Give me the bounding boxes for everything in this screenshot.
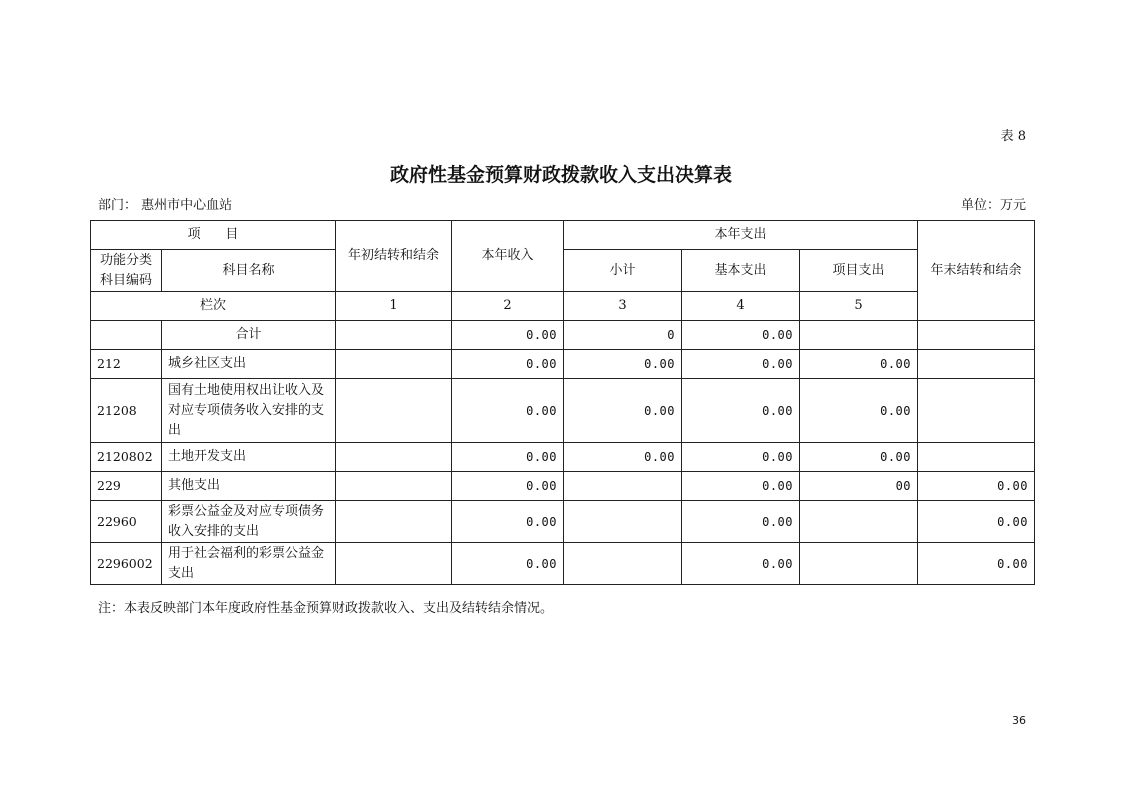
subject-code-cell: 2120802 (91, 443, 162, 472)
col-num-4: 4 (682, 292, 800, 321)
subject-name-cell: 土地开发支出 (162, 443, 336, 472)
page-number: 36 (1012, 714, 1026, 727)
footnote: 注：本表反映部门本年度政府性基金预算财政拨款收入、支出及结转结余情况。 (98, 601, 554, 616)
value-cell-col-5 (800, 543, 918, 585)
value-cell-col-5: 0.00 (800, 443, 918, 472)
value-cell-col-3 (564, 501, 682, 543)
value-cell-col-2: 0.00 (452, 321, 564, 350)
header-column-index: 栏次 (91, 292, 336, 321)
value-cell-col-2: 0.00 (452, 379, 564, 443)
subject-name-cell: 国有土地使用权出让收入及对应专项债务收入安排的支出 (162, 379, 336, 443)
value-cell-col-3: 0.00 (564, 379, 682, 443)
value-cell-col-6: 0.00 (918, 472, 1035, 501)
value-cell-col-1 (336, 501, 452, 543)
header-project: 项目支出 (800, 250, 918, 292)
value-cell-col-1 (336, 443, 452, 472)
table-row (91, 543, 1035, 585)
value-cell-col-6 (918, 379, 1035, 443)
header-subtotal: 小计 (564, 250, 682, 292)
subject-name-cell: 彩票公益金及对应专项债务收入安排的支出 (162, 501, 336, 543)
header-item: 项 目 (91, 221, 336, 250)
budget-table (90, 220, 1035, 585)
subject-code-cell: 22960 (91, 501, 162, 543)
header-basic: 基本支出 (682, 250, 800, 292)
value-cell-col-2: 0.00 (452, 443, 564, 472)
value-cell-col-3 (564, 472, 682, 501)
subject-code-cell: 21208 (91, 379, 162, 443)
table-row (91, 472, 1035, 501)
value-cell-col-4: 0.00 (682, 501, 800, 543)
subject-name-cell: 合计 (162, 321, 336, 350)
table-row (91, 379, 1035, 443)
table-row (91, 501, 1035, 543)
value-cell-col-4: 0.00 (682, 543, 800, 585)
value-cell-col-5 (800, 501, 918, 543)
value-cell-col-4: 0.00 (682, 443, 800, 472)
value-cell-col-2: 0.00 (452, 501, 564, 543)
value-cell-col-5: 0.00 (800, 379, 918, 443)
subject-code-cell: 212 (91, 350, 162, 379)
value-cell-col-6: 0.00 (918, 501, 1035, 543)
value-cell-col-4: 0.00 (682, 321, 800, 350)
value-cell-col-2: 0.00 (452, 472, 564, 501)
col-num-5: 5 (800, 292, 918, 321)
unit-label: 单位：万元 (960, 198, 1026, 213)
value-cell-col-2: 0.00 (452, 350, 564, 379)
subject-code-cell: 2296002 (91, 543, 162, 585)
table-row (91, 321, 1035, 350)
value-cell-col-1 (336, 350, 452, 379)
value-cell-col-6 (918, 321, 1035, 350)
col-num-2: 2 (452, 292, 564, 321)
department-label: 部门： 惠州市中心血站 (98, 198, 233, 213)
value-cell-col-6: 0.00 (918, 543, 1035, 585)
col-num-3: 3 (564, 292, 682, 321)
value-cell-col-6 (918, 350, 1035, 379)
value-cell-col-6 (918, 443, 1035, 472)
header-carry-begin: 年初结转和结余 (336, 221, 452, 292)
value-cell-col-4: 0.00 (682, 472, 800, 501)
value-cell-col-5: 00 (800, 472, 918, 501)
header-subject-name: 科目名称 (162, 250, 336, 292)
value-cell-col-3 (564, 543, 682, 585)
value-cell-col-2: 0.00 (452, 543, 564, 585)
value-cell-col-3: 0.00 (564, 443, 682, 472)
value-cell-col-1 (336, 321, 452, 350)
subject-name-cell: 用于社会福利的彩票公益金支出 (162, 543, 336, 585)
value-cell-col-1 (336, 543, 452, 585)
subject-code-cell (91, 321, 162, 350)
value-cell-col-1 (336, 379, 452, 443)
table-number: 表 8 (1000, 129, 1026, 144)
value-cell-col-3: 0 (564, 321, 682, 350)
value-cell-col-4: 0.00 (682, 350, 800, 379)
table-row (91, 350, 1035, 379)
subject-name-cell: 其他支出 (162, 472, 336, 501)
header-func-code: 功能分类 科目编码 (91, 250, 162, 292)
subject-name-cell: 城乡社区支出 (162, 350, 336, 379)
header-carry-end: 年末结转和结余 (918, 221, 1035, 321)
header-income: 本年收入 (452, 221, 564, 292)
subject-code-cell: 229 (91, 472, 162, 501)
page-title: 政府性基金预算财政拨款收入支出决算表 (389, 164, 732, 186)
value-cell-col-4: 0.00 (682, 379, 800, 443)
value-cell-col-3: 0.00 (564, 350, 682, 379)
col-num-1: 1 (336, 292, 452, 321)
table-row (91, 443, 1035, 472)
value-cell-col-1 (336, 472, 452, 501)
value-cell-col-5 (800, 321, 918, 350)
header-expense: 本年支出 (564, 221, 918, 250)
value-cell-col-5: 0.00 (800, 350, 918, 379)
